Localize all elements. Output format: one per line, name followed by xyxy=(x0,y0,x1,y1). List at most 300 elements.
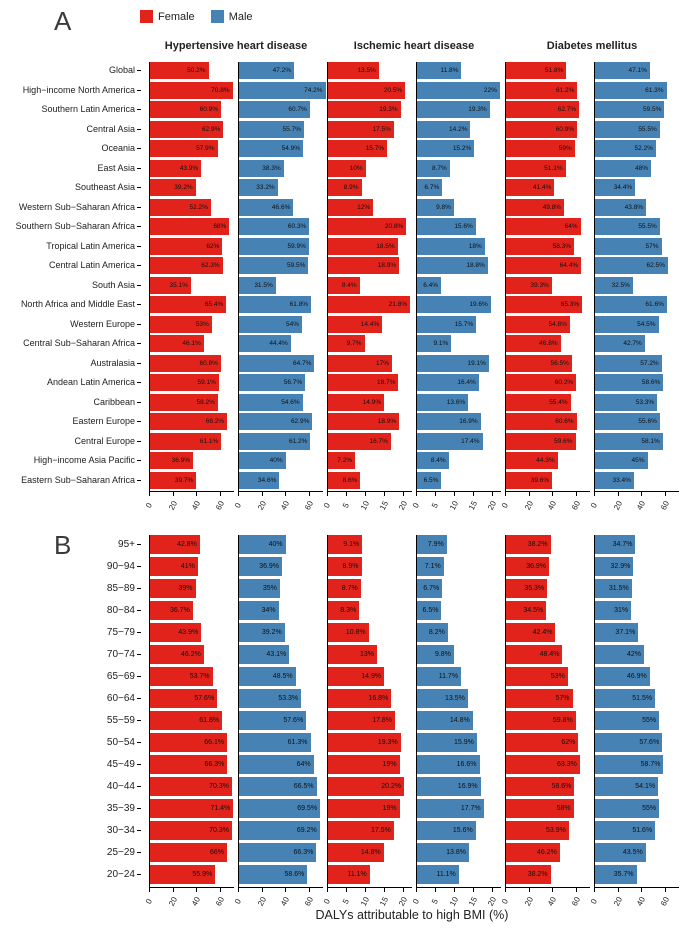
bar-value-label: 21.8% xyxy=(388,301,408,308)
chart-column-ihd-female xyxy=(327,62,412,492)
bar-value-label: 57.2% xyxy=(640,359,659,367)
row-label: Southern Sub−Saharan Africa xyxy=(6,218,145,235)
bar-hhd-female xyxy=(150,579,196,598)
bar-dm-female xyxy=(506,179,554,196)
bar-value-label: 52.2% xyxy=(189,203,208,211)
axis-tick-label: 40 xyxy=(635,499,648,512)
bar-dm-female xyxy=(506,335,561,352)
bar-hhd-male xyxy=(239,296,311,313)
bar-value-label: 15.2% xyxy=(452,145,472,152)
bar-value-label: 48.5% xyxy=(272,673,293,680)
axis-tick-label: 40 xyxy=(635,895,648,908)
bar-hhd-male xyxy=(239,121,304,138)
bar-hhd-male xyxy=(239,218,309,235)
bar-ihd-male xyxy=(417,277,441,294)
bar-hhd-male xyxy=(239,257,308,274)
bar-dm-male xyxy=(595,843,646,862)
bar-value-label: 55.5% xyxy=(638,125,657,133)
bar-value-label: 64.4% xyxy=(559,262,579,269)
bar-value-label: 56.5% xyxy=(550,359,569,367)
bar-value-label: 12% xyxy=(357,203,371,211)
bar-value-label: 46.9% xyxy=(626,673,647,680)
bar-value-label: 51.8% xyxy=(544,67,564,74)
bar-value-label: 8.7% xyxy=(431,164,447,172)
axis-tick-label: 40 xyxy=(546,895,559,908)
bar-hhd-male xyxy=(239,199,293,216)
bar-dm-male xyxy=(595,316,659,333)
axis-tick-label: 20 xyxy=(522,895,535,908)
axis-tick-label: 0 xyxy=(143,897,155,906)
bar-value-label: 13.5% xyxy=(357,67,376,74)
bar-hhd-female xyxy=(150,843,227,862)
bar-hhd-female xyxy=(150,140,218,157)
bar-hhd-male xyxy=(239,711,306,730)
bar-dm-male xyxy=(595,82,667,99)
bar-value-label: 22% xyxy=(483,86,497,94)
bar-hhd-female xyxy=(150,865,215,884)
bar-value-label: 14.9% xyxy=(362,398,382,406)
row-label: High−income Asia Pacific xyxy=(6,452,145,469)
panel-b-x-axis xyxy=(6,888,679,910)
bar-value-label: 39.2% xyxy=(174,184,193,191)
bar-ihd-male xyxy=(417,394,468,411)
axis-tick-label: 10 xyxy=(359,499,372,512)
axis-tick-label: 20 xyxy=(166,499,179,512)
bar-value-label: 36.7% xyxy=(169,607,190,614)
bar-value-label: 59.8% xyxy=(552,717,573,724)
chart-column-hhd-female xyxy=(149,62,234,492)
bar-dm-male xyxy=(595,394,657,411)
bar-dm-male xyxy=(595,711,659,730)
axis-spacer xyxy=(6,888,145,910)
bar-value-label: 61.1% xyxy=(199,437,219,445)
bar-value-label: 69.5% xyxy=(297,805,318,812)
bar-value-label: 46.1% xyxy=(182,340,201,347)
bar-dm-male xyxy=(595,335,645,352)
axis-tick-label: 0 xyxy=(232,501,244,510)
bar-hhd-female xyxy=(150,711,222,730)
bar-dm-male xyxy=(595,238,662,255)
axis-tick-label: 60 xyxy=(213,499,226,512)
bar-value-label: 34.7% xyxy=(612,541,633,548)
bar-value-label: 58.3% xyxy=(552,242,572,250)
bar-dm-male xyxy=(595,689,655,708)
bar-hhd-male xyxy=(239,623,285,642)
bar-value-label: 39.7% xyxy=(174,476,194,484)
bar-value-label: 35.1% xyxy=(169,281,188,289)
bar-value-label: 18.8% xyxy=(466,262,485,269)
column-title-hypertensive: Hypertensive heart disease xyxy=(164,40,308,52)
row-label: Central Asia xyxy=(6,121,145,138)
axis-spacer xyxy=(6,492,145,520)
bar-hhd-female xyxy=(150,179,196,196)
bar-value-label: 9.1% xyxy=(343,541,360,548)
bar-ihd-male xyxy=(417,535,447,554)
bar-value-label: 53.3% xyxy=(635,398,655,406)
bar-dm-female xyxy=(506,799,574,818)
bar-dm-female xyxy=(506,238,574,255)
bar-hhd-male xyxy=(239,535,286,554)
bar-value-label: 44.3% xyxy=(536,457,555,464)
row-label: Australasia xyxy=(6,355,145,372)
bar-value-label: 17.5% xyxy=(372,125,391,133)
bar-value-label: 8.7% xyxy=(341,585,358,592)
chart-column-hhd-male xyxy=(238,62,323,492)
bar-dm-female xyxy=(506,121,577,138)
bar-ihd-female xyxy=(328,257,399,274)
bar-value-label: 17.7% xyxy=(460,805,481,812)
bar-value-label: 9.7% xyxy=(346,340,362,347)
row-label: 25−29 xyxy=(6,843,145,862)
bar-ihd-female xyxy=(328,535,362,554)
bar-hhd-male xyxy=(239,755,314,774)
bar-value-label: 16.7% xyxy=(369,437,388,445)
bar-value-label: 13.6% xyxy=(446,398,466,406)
bar-value-label: 60.2% xyxy=(554,379,574,386)
bar-value-label: 7.2% xyxy=(337,457,353,464)
bar-value-label: 10.8% xyxy=(345,629,366,636)
bar-value-label: 14.2% xyxy=(449,125,468,133)
axis-tick-label: 20 xyxy=(255,895,268,908)
row-label: 70−74 xyxy=(6,645,145,664)
bar-value-label: 6.4% xyxy=(423,281,439,289)
bar-hhd-male xyxy=(239,355,314,372)
bar-value-label: 16.9% xyxy=(457,783,478,790)
bar-ihd-female xyxy=(328,821,394,840)
bar-ihd-female xyxy=(328,199,373,216)
column-title-ischemic: Ischemic heart disease xyxy=(353,40,475,52)
bar-value-label: 41.4% xyxy=(532,184,552,191)
bar-value-label: 6.7% xyxy=(424,184,440,191)
bar-value-label: 13.5% xyxy=(444,695,465,702)
bar-value-label: 16.4% xyxy=(457,379,476,386)
legend-label: Male xyxy=(228,10,253,23)
bar-value-label: 59.9% xyxy=(287,242,306,250)
bar-value-label: 31% xyxy=(614,607,629,614)
bar-value-label: 62% xyxy=(561,739,576,746)
bar-value-label: 60.8% xyxy=(199,359,218,367)
bar-value-label: 43.8% xyxy=(624,203,644,211)
bar-ihd-female xyxy=(328,218,406,235)
bar-dm-female xyxy=(506,689,573,708)
bar-value-label: 17.4% xyxy=(461,437,480,445)
chart-column-dm-female xyxy=(505,62,590,492)
bar-hhd-female xyxy=(150,218,229,235)
bar-value-label: 35% xyxy=(262,585,277,592)
chart-column-ihd-female xyxy=(327,535,412,888)
bar-value-label: 34.5% xyxy=(523,607,544,614)
bar-dm-female xyxy=(506,355,572,372)
bar-value-label: 6.5% xyxy=(423,476,439,484)
bar-dm-female xyxy=(506,413,577,430)
bar-ihd-female xyxy=(328,865,370,884)
bar-value-label: 37.1% xyxy=(615,629,636,636)
bar-hhd-male xyxy=(239,374,305,391)
bar-dm-male xyxy=(595,374,663,391)
bar-ihd-male xyxy=(417,777,481,796)
axis-tick-label: 40 xyxy=(190,499,203,512)
bar-ihd-male xyxy=(417,140,474,157)
bar-value-label: 55.7% xyxy=(282,125,301,133)
bar-ihd-female xyxy=(328,557,362,576)
bar-dm-male xyxy=(595,160,651,177)
bar-dm-male xyxy=(595,557,633,576)
bar-value-label: 6.5% xyxy=(422,607,439,614)
bar-ihd-male xyxy=(417,413,481,430)
bar-value-label: 35.7% xyxy=(613,871,634,878)
bar-ihd-male xyxy=(417,238,485,255)
bar-ihd-male xyxy=(417,62,461,79)
row-label: Tropical Latin America xyxy=(6,238,145,255)
axis-tick-label: 20 xyxy=(397,499,410,512)
bar-value-label: 60.9% xyxy=(199,106,219,113)
axis-tick-label: 60 xyxy=(569,499,582,512)
bar-dm-female xyxy=(506,140,575,157)
bar-value-label: 69.2% xyxy=(296,827,317,834)
bar-value-label: 31.5% xyxy=(608,585,629,592)
bar-dm-male xyxy=(595,101,664,118)
bar-value-label: 56.7% xyxy=(283,379,303,386)
bar-value-label: 66.5% xyxy=(293,783,314,790)
row-label: Caribbean xyxy=(6,394,145,411)
bar-hhd-female xyxy=(150,160,201,177)
bar-value-label: 15.7% xyxy=(454,320,474,328)
bar-value-label: 19.3% xyxy=(377,739,398,746)
bar-value-label: 18% xyxy=(468,242,482,250)
bar-ihd-male xyxy=(417,843,469,862)
bar-value-label: 66.3% xyxy=(293,849,314,856)
row-label: 35−39 xyxy=(6,799,145,818)
bar-ihd-male xyxy=(417,452,449,469)
bar-value-label: 20.8% xyxy=(384,223,404,230)
chart-column-dm-male xyxy=(594,535,679,888)
bar-hhd-female xyxy=(150,316,212,333)
bar-dm-female xyxy=(506,645,562,664)
bar-value-label: 62.9% xyxy=(201,125,221,133)
bar-dm-male xyxy=(595,179,635,196)
bar-value-label: 55.4% xyxy=(549,398,568,406)
bar-dm-female xyxy=(506,277,552,294)
bar-value-label: 31.5% xyxy=(254,281,273,289)
bar-dm-female xyxy=(506,601,546,620)
bar-value-label: 41% xyxy=(180,563,195,570)
bar-dm-female xyxy=(506,296,582,313)
bar-value-label: 35.3% xyxy=(524,585,545,592)
bar-hhd-female xyxy=(150,601,193,620)
row-label: 90−94 xyxy=(6,557,145,576)
bar-value-label: 60.6% xyxy=(555,418,574,425)
bar-value-label: 58.6% xyxy=(284,871,305,878)
chart-column-ihd-male xyxy=(416,535,501,888)
panel-b-label: B xyxy=(54,530,72,560)
axis-tick-label: 0 xyxy=(588,897,600,906)
axis-tick-label: 0 xyxy=(499,897,511,906)
bar-hhd-male xyxy=(239,579,280,598)
x-axis-ihd-male xyxy=(410,492,501,520)
bar-dm-female xyxy=(506,218,581,235)
bar-ihd-male xyxy=(417,257,488,274)
bar-value-label: 54% xyxy=(285,320,299,328)
bar-ihd-female xyxy=(328,843,384,862)
bar-dm-female xyxy=(506,755,580,774)
bar-dm-male xyxy=(595,433,663,450)
axis-tick-label: 20 xyxy=(166,895,179,908)
bar-value-label: 36.9% xyxy=(526,563,547,570)
bar-dm-female xyxy=(506,557,549,576)
category-axis xyxy=(6,62,145,492)
bar-value-label: 13.8% xyxy=(446,849,466,856)
bar-value-label: 61.3% xyxy=(645,86,664,94)
bar-dm-female xyxy=(506,452,558,469)
axis-tick-label: 5 xyxy=(341,897,352,906)
axis-tick-label: 5 xyxy=(430,897,441,906)
bar-dm-male xyxy=(595,623,638,642)
bar-value-label: 71.4% xyxy=(210,805,231,812)
bar-value-label: 61.6% xyxy=(645,301,664,308)
x-axis-hhd-female xyxy=(143,492,234,520)
bar-ihd-female xyxy=(328,160,366,177)
bar-value-label: 46.8% xyxy=(539,340,558,347)
bar-dm-female xyxy=(506,160,566,177)
bar-dm-female xyxy=(506,821,569,840)
bar-value-label: 14.4% xyxy=(360,320,380,328)
bar-value-label: 58.1% xyxy=(641,437,660,445)
bar-dm-male xyxy=(595,296,667,313)
bar-hhd-female xyxy=(150,472,196,489)
bar-dm-female xyxy=(506,472,552,489)
bar-value-label: 54.6% xyxy=(281,398,300,406)
bar-dm-female xyxy=(506,316,570,333)
bar-ihd-female xyxy=(328,579,361,598)
bar-ihd-female xyxy=(328,645,377,664)
bar-value-label: 38.2% xyxy=(527,541,548,548)
bar-hhd-female xyxy=(150,433,221,450)
bar-dm-female xyxy=(506,257,581,274)
bar-value-label: 54.5% xyxy=(637,320,656,328)
bar-value-label: 61.3% xyxy=(287,739,308,746)
bar-dm-male xyxy=(595,218,660,235)
bar-value-label: 19.1% xyxy=(467,359,486,367)
bar-value-label: 8.9% xyxy=(343,184,359,191)
bar-value-label: 63.3% xyxy=(556,761,577,768)
bar-value-label: 16.9% xyxy=(459,418,478,425)
bar-dm-male xyxy=(595,355,662,372)
bar-dm-female xyxy=(506,711,576,730)
bar-hhd-male xyxy=(239,452,286,469)
x-axis-hhd-female xyxy=(143,888,234,910)
axis-tick-label: 20 xyxy=(255,499,268,512)
axis-tick-label: 5 xyxy=(430,501,441,510)
bar-value-label: 6.7% xyxy=(423,585,440,592)
bar-value-label: 64% xyxy=(564,223,578,230)
row-label: Western Sub−Saharan Africa xyxy=(6,199,145,216)
axis-tick-label: 0 xyxy=(321,501,333,510)
bar-dm-female xyxy=(506,394,571,411)
axis-tick-label: 10 xyxy=(448,895,461,908)
row-label: 80−84 xyxy=(6,601,145,620)
bar-value-label: 19.6% xyxy=(469,301,488,308)
bar-ihd-male xyxy=(417,645,454,664)
bar-ihd-female xyxy=(328,799,400,818)
row-label: Global xyxy=(6,62,145,79)
bar-dm-male xyxy=(595,601,631,620)
bar-value-label: 8.9% xyxy=(342,563,359,570)
bar-ihd-male xyxy=(417,557,444,576)
bar-value-label: 11.7% xyxy=(438,673,459,680)
axis-tick-label: 15 xyxy=(467,895,480,908)
bar-value-label: 49.8% xyxy=(542,203,562,211)
x-axis-ihd-male xyxy=(410,888,501,910)
axis-tick-label: 0 xyxy=(321,897,333,906)
bar-hhd-male xyxy=(239,179,278,196)
row-label: 75−79 xyxy=(6,623,145,642)
axis-tick-label: 60 xyxy=(213,895,226,908)
bar-dm-female xyxy=(506,374,576,391)
axis-tick-label: 15 xyxy=(467,499,480,512)
bar-value-label: 16.6% xyxy=(456,761,477,768)
bar-ihd-female xyxy=(328,601,359,620)
bar-value-label: 34.4% xyxy=(613,184,633,191)
bar-value-label: 18.5% xyxy=(376,242,395,250)
row-label: 40−44 xyxy=(6,777,145,796)
bar-ihd-female xyxy=(328,413,399,430)
bar-value-label: 32.5% xyxy=(611,281,630,289)
bar-ihd-female xyxy=(328,777,404,796)
bar-hhd-female xyxy=(150,623,201,642)
bar-value-label: 61.8% xyxy=(199,717,220,724)
bar-value-label: 62.3% xyxy=(201,262,220,269)
row-label: 45−49 xyxy=(6,755,145,774)
bar-value-label: 54.9% xyxy=(281,145,301,152)
bar-dm-male xyxy=(595,777,658,796)
bar-value-label: 11.1% xyxy=(436,871,456,878)
bar-hhd-female xyxy=(150,689,217,708)
bar-dm-female xyxy=(506,733,578,752)
bar-value-label: 14.9% xyxy=(361,673,382,680)
bar-value-label: 59% xyxy=(558,145,572,152)
bar-dm-female xyxy=(506,535,551,554)
bar-value-label: 43.1% xyxy=(266,651,287,658)
bar-dm-male xyxy=(595,865,637,884)
x-axis-title: DALYs attributable to high BMI (%) xyxy=(315,908,509,922)
bar-value-label: 32.9% xyxy=(610,563,631,570)
bar-hhd-male xyxy=(239,733,311,752)
row-label: Eastern Sub−Saharan Africa xyxy=(6,472,145,489)
bar-value-label: 38.2% xyxy=(527,871,548,878)
bar-ihd-male xyxy=(417,160,450,177)
bar-value-label: 53.3% xyxy=(278,695,299,702)
row-label: 55−59 xyxy=(6,711,145,730)
bar-ihd-female xyxy=(328,711,395,730)
bar-ihd-male xyxy=(417,296,491,313)
row-label: South Asia xyxy=(6,277,145,294)
bar-hhd-male xyxy=(239,140,303,157)
bar-hhd-male xyxy=(239,557,282,576)
row-label: 95+ xyxy=(6,535,145,554)
row-label: 50−54 xyxy=(6,733,145,752)
bar-ihd-male xyxy=(417,623,448,642)
chart-column-hhd-female xyxy=(149,535,234,888)
bar-dm-male xyxy=(595,140,656,157)
bar-value-label: 9.1% xyxy=(433,340,449,347)
bar-ihd-male xyxy=(417,121,470,138)
axis-tick-label: 0 xyxy=(499,501,511,510)
bar-value-label: 13% xyxy=(359,651,374,658)
axis-tick-label: 20 xyxy=(522,499,535,512)
bar-dm-male xyxy=(595,257,668,274)
axis-tick-label: 40 xyxy=(546,499,559,512)
bar-hhd-female xyxy=(150,296,226,313)
